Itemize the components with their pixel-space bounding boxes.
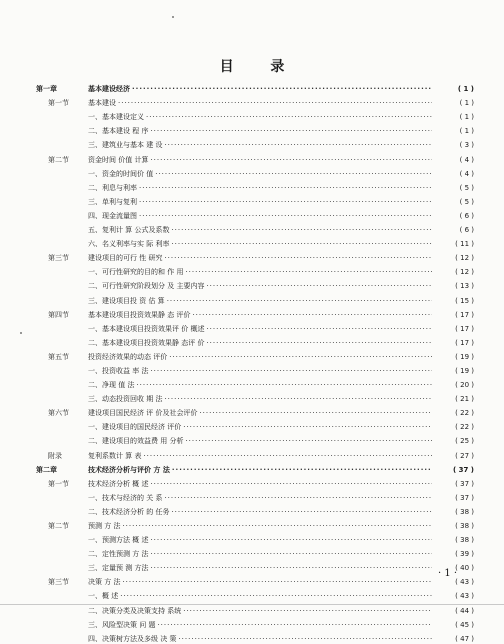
toc-item-row: [36, 108, 474, 122]
toc-entry-title: 三、单利与复利: [88, 197, 137, 206]
toc-entry-title: 复利系数计 算 表: [88, 451, 142, 460]
toc-entry-title: 二、决策分类及决策支持 系统: [88, 606, 182, 615]
toc-section-row: [36, 150, 474, 164]
toc-entry-number: 第四节: [48, 310, 69, 319]
dot-leader: [192, 311, 432, 320]
dot-leader: [150, 367, 432, 376]
toc-section-row: [36, 446, 474, 460]
toc-entry-page: ( 27 ): [455, 451, 474, 460]
toc-item-row: [36, 122, 474, 136]
toc-section-row: [36, 348, 474, 362]
toc-entry-page: ( 37 ): [452, 465, 474, 474]
toc-item-row: [36, 418, 474, 432]
toc-section-row: [36, 249, 474, 263]
toc-entry-page: ( 21 ): [455, 395, 474, 404]
toc-entry-page: ( 22 ): [455, 423, 474, 432]
toc-item-row: [36, 489, 474, 503]
toc-entry-title: 四、现金流量图: [88, 211, 137, 220]
toc-item-row: [36, 291, 474, 305]
dot-leader: [146, 113, 432, 122]
dot-leader: [155, 170, 432, 179]
toc-entry-page: ( 40 ): [455, 564, 474, 573]
scan-speck: [172, 16, 174, 18]
toc-section-row: [36, 517, 474, 531]
toc-entry-page: ( 4 ): [459, 169, 474, 178]
toc-section-row: [36, 475, 474, 489]
toc-entry-page: ( 17 ): [455, 310, 474, 319]
dot-leader: [199, 409, 432, 418]
dot-leader: [164, 395, 432, 404]
toc-entry-title: 二、利息与利率: [88, 183, 137, 192]
toc-item-row: [36, 165, 474, 179]
toc-entry-title: 一、建设项目的国民经济 评价: [88, 423, 182, 432]
dot-leader: [172, 466, 432, 475]
dot-leader: [185, 268, 432, 277]
dot-leader: [122, 522, 432, 531]
dot-leader: [139, 198, 432, 207]
toc-item-row: [36, 545, 474, 559]
toc-entry-number: 第一节: [48, 479, 69, 488]
toc-item-row: [36, 559, 474, 573]
dot-leader: [150, 550, 432, 559]
toc-entry-number: 第二章: [36, 465, 57, 474]
toc-entry-title: 三、动态投资回收 期 法: [88, 395, 163, 404]
toc-item-row: [36, 320, 474, 334]
toc-entry-page: ( 44 ): [455, 606, 474, 615]
toc-entry-page: ( 38 ): [455, 507, 474, 516]
toc-entry-title: 二、净现 值 法: [88, 381, 135, 390]
toc-entry-title: 二、基本建设 程 序: [88, 127, 149, 136]
toc-item-row: [36, 277, 474, 291]
toc-entry-title: 一、可行性研究的目的和 作 用: [88, 268, 184, 277]
toc-entry-page: ( 47 ): [455, 634, 474, 643]
toc-item-row: [36, 376, 474, 390]
toc-entry-title: 六、名义利率与实 际 利率: [88, 240, 170, 249]
page-title: 目 录: [219, 59, 301, 75]
dot-leader: [139, 184, 432, 193]
toc-entry-page: ( 6 ): [459, 226, 474, 235]
scan-speck: [20, 332, 22, 334]
dot-leader: [171, 240, 432, 249]
toc-entry-page: ( 19 ): [455, 366, 474, 375]
toc-entry-title: 基本建设: [88, 99, 116, 108]
toc-entry-number: 第六节: [48, 409, 69, 418]
toc-entry-title: 一、基本建设项目投资效果评 价 概述: [88, 324, 205, 333]
toc-entry-page: ( 1 ): [459, 127, 474, 136]
dot-leader: [178, 635, 432, 644]
toc-entry-title: 一、概 述: [88, 592, 119, 601]
toc-entry-page: ( 17 ): [455, 338, 474, 347]
toc-section-row: [36, 404, 474, 418]
toc-entry-page: ( 22 ): [455, 409, 474, 418]
toc-entry-page: ( 43 ): [455, 592, 474, 601]
scan-edge-line: [0, 604, 504, 605]
toc-entry-page: ( 13 ): [455, 282, 474, 291]
toc-entry-number: 第一章: [36, 85, 57, 94]
dot-leader: [157, 621, 432, 630]
toc-entry-title: 建设项目国民经济 评 价及社会评价: [88, 409, 198, 418]
toc-entry-title: 一、投资收益 率 法: [88, 366, 149, 375]
toc-entry-title: 一、技术与经济的 关 系: [88, 493, 163, 502]
toc-entry-page: ( 38 ): [455, 522, 474, 530]
page-number: · 1 ·: [438, 568, 458, 579]
dot-leader: [167, 297, 432, 306]
toc-item-row: [36, 503, 474, 517]
toc-entry-page: ( 11 ): [455, 240, 474, 249]
toc-entry-number: 第五节: [48, 352, 69, 361]
dot-leader: [136, 381, 432, 390]
toc-item-row: [36, 207, 474, 221]
toc-item-row: [36, 616, 474, 630]
toc-entry-title: 三、建设项目投 资 估 算: [88, 296, 165, 305]
toc-entry-page: ( 12 ): [455, 268, 474, 277]
toc-entry-page: ( 6 ): [459, 211, 474, 220]
dot-leader: [143, 452, 432, 461]
dot-leader: [171, 508, 432, 517]
toc-entry-title: 二、定性预测 方 法: [88, 550, 149, 559]
toc-entry-number: 第二节: [48, 155, 69, 164]
toc-item-row: [36, 362, 474, 376]
dot-leader: [150, 156, 432, 165]
toc-entry-page: ( 4 ): [459, 155, 474, 164]
toc-chapter-row: [36, 80, 474, 94]
toc-entry-page: ( 37 ): [455, 479, 474, 488]
toc-entry-title: 技术经济分析与评价 方 法: [88, 465, 170, 474]
toc-entry-page: ( 38 ): [455, 536, 474, 545]
dot-leader: [185, 437, 432, 446]
toc-entry-page: ( 1 ): [459, 113, 474, 122]
dot-leader: [150, 536, 432, 545]
toc-entry-title: 二、可行性研究阶段划分 及 主要内容: [88, 282, 205, 291]
toc-entry-page: ( 45 ): [455, 620, 474, 629]
toc-section-row: [36, 306, 474, 320]
toc-entry-title: 二、基本建设项目投资效果静 态评 价: [88, 338, 205, 347]
toc-entry-title: 五、复利计 算 公式及系数: [88, 226, 170, 235]
dot-leader: [206, 339, 432, 348]
dot-leader: [150, 127, 432, 136]
toc-entry-title: 一、预测方法 概 述: [88, 536, 149, 545]
toc-entry-title: 三、风险型决策 问 题: [88, 620, 156, 629]
toc-item-row: [36, 136, 474, 150]
dot-leader: [164, 254, 432, 263]
toc-entry-title: 资金时间 价值 计算: [88, 155, 149, 164]
toc-section-row: [36, 94, 474, 108]
dot-leader: [150, 564, 432, 573]
toc-item-row: [36, 587, 474, 601]
toc-entry-title: 一、基本建设定义: [88, 113, 144, 122]
toc-entry-title: 基本建设项目投资效果静 态 评价: [88, 310, 191, 319]
dot-leader: [183, 423, 432, 432]
dot-leader: [169, 353, 432, 362]
toc-entry-number: 第三节: [48, 254, 69, 263]
toc-entry-page: ( 1 ): [457, 85, 474, 94]
toc-entry-title: 决策 方 法: [88, 578, 121, 587]
toc-item-row: [36, 531, 474, 545]
toc-entry-title: 一、资金的时间价 值: [88, 169, 154, 178]
toc-entry-title: 基本建设经济: [88, 85, 130, 94]
toc-item-row: [36, 193, 474, 207]
toc-entry-page: ( 39 ): [455, 550, 474, 559]
toc-item-row: [36, 390, 474, 404]
toc-item-row: [36, 263, 474, 277]
toc-entry-page: ( 17 ): [455, 324, 474, 333]
toc-item-row: [36, 630, 474, 644]
toc-section-row: [36, 573, 474, 587]
toc-item-row: [36, 179, 474, 193]
dot-leader: [139, 212, 432, 221]
dot-leader: [132, 85, 432, 94]
toc-item-row: [36, 334, 474, 348]
toc-item-row: [36, 221, 474, 235]
toc-entry-page: ( 3 ): [459, 141, 474, 150]
dot-leader: [206, 282, 432, 291]
dot-leader: [164, 141, 432, 150]
toc-entry-title: 投资经济效果的动态 评价: [88, 352, 168, 361]
toc-entry-number: 第二节: [48, 522, 69, 530]
toc-entry-title: 三、建筑业与基本 建 设: [88, 141, 163, 150]
dot-leader: [122, 578, 432, 587]
toc-entry-title: 四、决策树方法及多级 决 策: [88, 634, 177, 643]
toc-entry-page: ( 19 ): [455, 352, 474, 361]
dot-leader: [118, 99, 432, 108]
toc-entry-number: 附录: [48, 451, 62, 460]
toc-entry-page: ( 37 ): [455, 493, 474, 502]
toc-entry-title: 预测 方 法: [88, 522, 121, 530]
toc-entry-title: 技术经济分析 概 述: [88, 479, 149, 488]
toc-chapter-row: [36, 461, 474, 475]
toc-entry-page: ( 5 ): [459, 197, 474, 206]
dot-leader: [120, 592, 432, 601]
toc-entry-title: 建设项目的可行 性 研究: [88, 254, 163, 263]
toc-entry-number: 第一节: [48, 99, 69, 108]
toc-entry-page: ( 15 ): [455, 296, 474, 305]
toc-entry-page: ( 43 ): [455, 578, 474, 587]
dot-leader: [164, 494, 432, 503]
toc-item-row: [36, 432, 474, 446]
toc-entry-page: ( 25 ): [455, 437, 474, 446]
toc-entry-page: ( 5 ): [459, 183, 474, 192]
toc-entry-number: 第三节: [48, 578, 69, 587]
toc-entry-title: 三、定量预 测 方法: [88, 564, 149, 573]
toc-item-row: [36, 235, 474, 249]
toc-entry-page: ( 20 ): [455, 381, 474, 390]
toc-entry-page: ( 12 ): [455, 254, 474, 263]
toc-entry-title: 二、技术经济分析 的 任务: [88, 507, 170, 516]
toc-entry-title: 二、建设项目的效益费 用 分析: [88, 437, 184, 446]
toc-entry-page: ( 1 ): [459, 99, 474, 108]
dot-leader: [183, 607, 432, 616]
dot-leader: [171, 226, 432, 235]
dot-leader: [150, 480, 432, 489]
dot-leader: [206, 325, 432, 334]
table-of-contents: [36, 80, 474, 644]
